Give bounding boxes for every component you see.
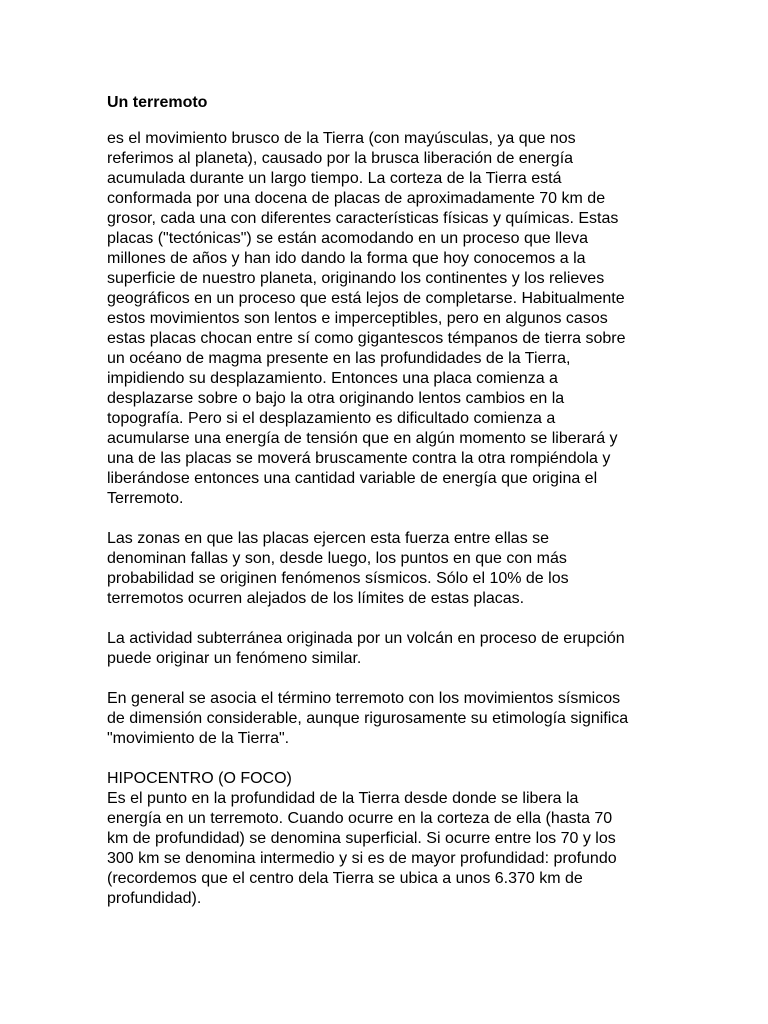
text-line: impidiendo su desplazamiento. Entonces una placa comienza a <box>107 370 558 387</box>
text-line: "movimiento de la Tierra". <box>107 730 290 747</box>
text-line: puede originar un fenómeno similar. <box>107 650 362 667</box>
text-line: conformada por una docena de placas de aproximadamente 70 km de <box>107 190 606 207</box>
text-line: estas placas chocan entre sí como gigantescos témpanos de tierra sobre <box>107 330 626 347</box>
document-title: Un terremoto <box>107 94 208 111</box>
text-line: de dimensión considerable, aunque rigurosamente su etimología significa <box>107 710 629 727</box>
paragraph-intro <box>107 129 667 509</box>
text-line: probabilidad se originen fenómenos sísmicos. Sólo el 10% de los <box>107 570 569 587</box>
text-line: Terremoto. <box>107 490 184 507</box>
text-line: millones de años y han ido dando la forma que hoy conocemos a la <box>107 250 586 267</box>
text-line: 300 km se denomina intermedio y si es de mayor profundidad: profundo <box>107 850 617 867</box>
paragraph-volcan <box>107 629 667 669</box>
section-heading: HIPOCENTRO (O FOCO) <box>107 770 292 787</box>
text-line: superficie de nuestro planeta, originando los continentes y los relieves <box>107 270 605 287</box>
text-line: acumulada durante un largo tiempo. La corteza de la Tierra está <box>107 170 562 187</box>
text-line: estos movimientos son lentos e imperceptibles, pero en algunos casos <box>107 310 608 327</box>
paragraph-hipocentro <box>107 769 667 909</box>
text-line: (recordemos que el centro dela Tierra se ubica a unos 6.370 km de <box>107 870 583 887</box>
text-line: terremotos ocurren alejados de los límites de estas placas. <box>107 590 525 607</box>
text-line: desplazarse sobre o bajo la otra originando lentos cambios en la <box>107 390 565 407</box>
text-line: referimos al planeta), causado por la brusca liberación de energía <box>107 150 574 167</box>
paragraph-etimologia <box>107 689 667 749</box>
text-line: km de profundidad) se denomina superficial. Si ocurre entre los 70 y los <box>107 830 616 847</box>
text-line: es el movimiento brusco de la Tierra (con mayúsculas, ya que nos <box>107 130 576 147</box>
text-line: geográficos en un proceso que está lejos de completarse. Habitualmente <box>107 290 625 307</box>
text-line: acumularse una energía de tensión que en algún momento se liberará y <box>107 430 618 447</box>
text-line: liberándose entonces una cantidad variable de energía que origina el <box>107 470 598 487</box>
text-line: Es el punto en la profundidad de la Tierra desde donde se libera la <box>107 790 579 807</box>
text-line: energía en un terremoto. Cuando ocurre en la corteza de ella (hasta 70 <box>107 810 613 827</box>
text-line: Las zonas en que las placas ejercen esta fuerza entre ellas se <box>107 530 550 547</box>
text-line: placas ("tectónicas") se están acomodando en un proceso que lleva <box>107 230 588 247</box>
text-line: una de las placas se moverá bruscamente contra la otra rompiéndola y <box>107 450 611 467</box>
text-line: un océano de magma presente en las profundidades de la Tierra, <box>107 350 571 367</box>
text-line: grosor, cada una con diferentes características físicas y químicas. Estas <box>107 210 619 227</box>
text-line: En general se asocia el término terremoto con los movimientos sísmicos <box>107 690 621 707</box>
paragraph-fallas <box>107 529 667 609</box>
text-line: profundidad). <box>107 890 202 907</box>
text-line: topografía. Pero si el desplazamiento es dificultado comienza a <box>107 410 556 427</box>
text-line: La actividad subterránea originada por un volcán en proceso de erupción <box>107 630 625 647</box>
document-page <box>107 93 667 929</box>
document-body <box>107 129 667 909</box>
text-line: denominan fallas y son, desde luego, los puntos en que con más <box>107 550 567 567</box>
